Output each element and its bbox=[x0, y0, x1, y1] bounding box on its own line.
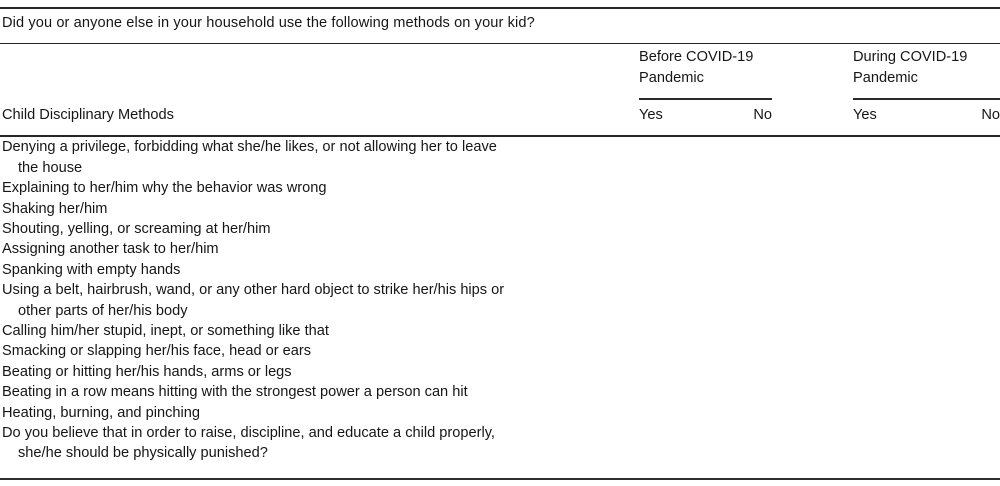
method-line: Do you believe that in order to raise, discipline, and educate a child properly, bbox=[2, 425, 495, 442]
method-line: Beating or hitting her/his hands, arms or legs bbox=[2, 363, 292, 380]
method-line: Shouting, yelling, or screaming at her/him bbox=[2, 221, 271, 238]
method-line-continuation: other parts of her/his body bbox=[18, 302, 188, 319]
table-header bbox=[0, 44, 1000, 135]
method-row bbox=[0, 137, 1000, 178]
method-row bbox=[0, 199, 1000, 219]
method-line: Calling him/her stupid, inept, or something like that bbox=[2, 323, 329, 340]
method-line: Using a belt, hairbrush, wand, or any other hard object to strike her/his hips or bbox=[2, 282, 505, 299]
method-row bbox=[0, 341, 1000, 361]
method-line: Smacking or slapping her/his face, head or ears bbox=[2, 343, 312, 360]
group-label-before-covid: Before COVID-19 Pandemic bbox=[639, 49, 754, 87]
method-line-continuation: the house bbox=[18, 159, 83, 176]
column-header-methods: Child Disciplinary Methods bbox=[2, 107, 174, 124]
column-group-during-covid bbox=[853, 44, 1000, 135]
method-line: Assigning another task to her/him bbox=[2, 241, 219, 258]
method-row bbox=[0, 382, 1000, 402]
method-line: Beating in a row means hitting with the strongest power a person can hit bbox=[2, 384, 468, 401]
yes-no-header-row bbox=[853, 105, 1000, 126]
column-header-no: No bbox=[753, 106, 772, 123]
method-line-continuation: she/he should be physically punished? bbox=[18, 445, 268, 462]
method-row bbox=[0, 423, 1000, 464]
method-line: Explaining to her/him why the behavior was wrong bbox=[2, 180, 327, 197]
method-row bbox=[0, 239, 1000, 259]
yes-no-header-row bbox=[639, 105, 772, 126]
method-row bbox=[0, 260, 1000, 280]
column-gap bbox=[772, 44, 853, 135]
method-line: Denying a privilege, forbidding what she/he likes, or not allowing her to leave bbox=[2, 139, 497, 156]
table-question-title: Did you or anyone else in your household use the following methods on your kid? bbox=[2, 14, 535, 31]
method-row bbox=[0, 178, 1000, 198]
method-line: Spanking with empty hands bbox=[2, 261, 181, 278]
column-header-yes: Yes bbox=[853, 106, 877, 123]
column-header-no: No bbox=[981, 106, 1000, 123]
group-label-during-covid: During COVID-19 Pandemic bbox=[853, 49, 968, 87]
method-line: Heating, burning, and pinching bbox=[2, 404, 200, 421]
column-header-yes: Yes bbox=[639, 106, 663, 123]
column-group-before-covid bbox=[639, 44, 772, 135]
method-row bbox=[0, 280, 1000, 321]
method-row bbox=[0, 362, 1000, 382]
bottom-rule bbox=[0, 478, 1000, 481]
method-line: Shaking her/him bbox=[2, 200, 108, 217]
method-row bbox=[0, 219, 1000, 239]
method-row bbox=[0, 321, 1000, 341]
method-row bbox=[0, 403, 1000, 423]
group-underline bbox=[853, 98, 1000, 99]
group-underline bbox=[639, 98, 772, 99]
methods-list bbox=[0, 137, 1000, 464]
